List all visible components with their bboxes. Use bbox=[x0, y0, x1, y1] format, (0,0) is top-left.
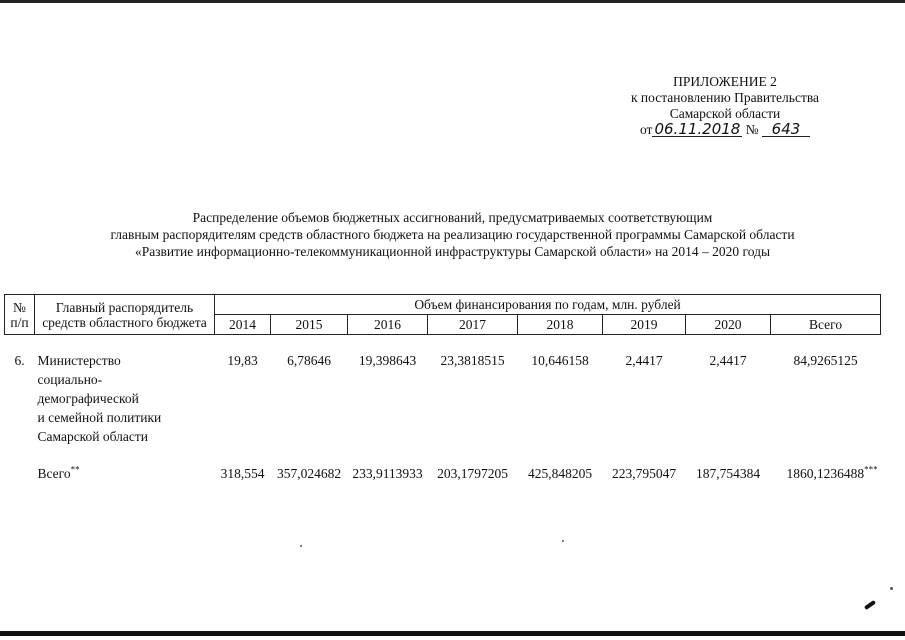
handwritten-number: 643 bbox=[762, 122, 810, 137]
appendix-date-line bbox=[595, 122, 855, 138]
scan-speck bbox=[562, 540, 564, 542]
appendix-title: ПРИЛОЖЕНИЕ 2 bbox=[673, 74, 777, 89]
scan-speck bbox=[300, 545, 302, 547]
header-total: Всего bbox=[771, 315, 881, 335]
appendix-line-3: Самарской области bbox=[669, 106, 781, 121]
table-row bbox=[5, 349, 881, 448]
row-organization: Министерство социально- демографической и семейной политики Самарской области bbox=[37, 353, 162, 444]
bottom-border bbox=[0, 631, 905, 636]
grand-total-cell bbox=[771, 462, 881, 485]
total-row bbox=[5, 462, 881, 485]
header-row-1 bbox=[5, 295, 881, 315]
heading-line-2: главным распорядителям средств областного бюджета на реализацию государственной программы Самарской области bbox=[110, 227, 795, 242]
document-heading bbox=[0, 209, 905, 260]
header-year: 2016 bbox=[348, 315, 428, 335]
row-value: 2,4417 bbox=[709, 353, 747, 368]
pen-mark bbox=[864, 600, 876, 610]
total-label-footnote: ** bbox=[70, 464, 80, 475]
header-num: № п/п bbox=[5, 295, 35, 335]
row-value: 19,83 bbox=[227, 353, 258, 368]
spacer-row bbox=[5, 448, 881, 462]
financing-table bbox=[4, 294, 881, 485]
total-label-cell bbox=[35, 462, 215, 485]
total-value: 203,1797205 bbox=[437, 466, 508, 481]
appendix-line-2: к постановлению Правительства bbox=[630, 90, 820, 105]
total-value: 187,754384 bbox=[695, 466, 761, 481]
row-value: 19,398643 bbox=[358, 353, 417, 368]
handwritten-date: 06.11.2018 bbox=[654, 120, 741, 138]
header-year: 2020 bbox=[686, 315, 771, 335]
from-prefix: от bbox=[639, 122, 653, 137]
grand-total-footnote: *** bbox=[864, 464, 878, 475]
total-value: 223,795047 bbox=[611, 466, 677, 481]
header-year: 2019 bbox=[603, 315, 686, 335]
row-value: 2,4417 bbox=[625, 353, 663, 368]
heading-line-1: Распределение объемов бюджетных ассигнований, предусматриваемых соответствующим bbox=[192, 210, 713, 225]
row-value: 23,3818515 bbox=[440, 353, 505, 368]
total-value: 425,848205 bbox=[527, 466, 593, 481]
scan-speck bbox=[890, 587, 893, 590]
top-border bbox=[0, 0, 905, 3]
row-value: 10,646158 bbox=[531, 353, 589, 368]
row-number: 6. bbox=[14, 353, 25, 368]
header-year: 2014 bbox=[215, 315, 271, 335]
total-value: 318,554 bbox=[220, 466, 265, 481]
total-label: Всего bbox=[37, 466, 71, 481]
header-year: 2018 bbox=[518, 315, 603, 335]
header-year: 2017 bbox=[428, 315, 518, 335]
row-value: 6,78646 bbox=[287, 353, 331, 368]
spacer-row bbox=[5, 335, 881, 350]
number-sign: № bbox=[745, 122, 759, 137]
heading-line-3: «Развитие информационно-телекоммуникационной инфраструктуры Самарской области» на 2014 – 2020 годы bbox=[134, 244, 771, 259]
header-year: 2015 bbox=[271, 315, 348, 335]
header-org: Главный распорядитель средств областного бюджета bbox=[35, 295, 215, 335]
row-total-value: 84,9265125 bbox=[793, 353, 858, 368]
total-num-empty bbox=[5, 462, 35, 485]
appendix-block bbox=[595, 74, 855, 138]
header-financing-group: Объем финансирования по годам, млн. рублей bbox=[215, 295, 881, 315]
total-value: 233,9113933 bbox=[352, 466, 423, 481]
total-value: 357,024682 bbox=[276, 466, 342, 481]
grand-total-value: 1860,1236488 bbox=[786, 466, 865, 481]
